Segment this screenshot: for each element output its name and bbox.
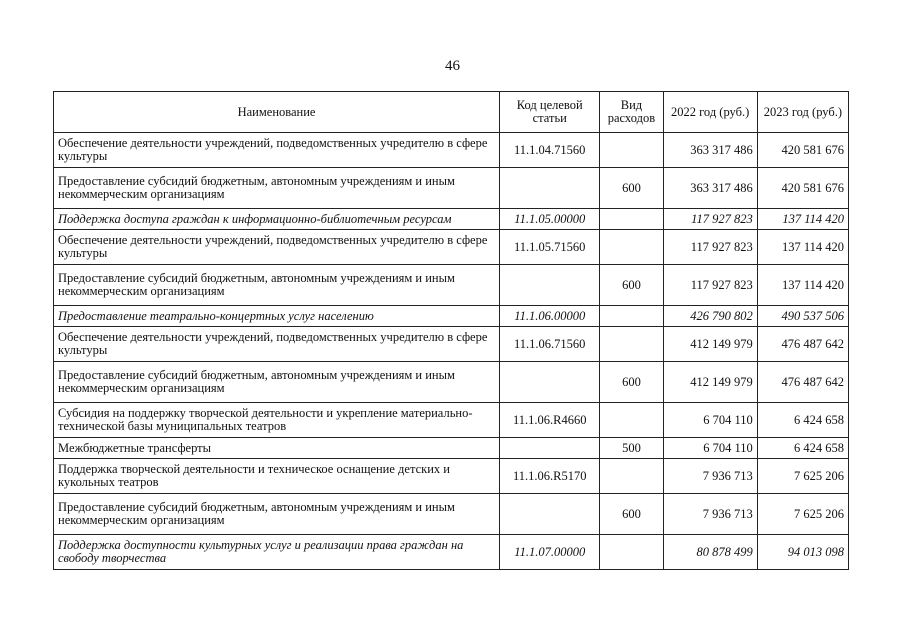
row-code: 11.1.07.00000 bbox=[500, 535, 600, 570]
row-name: Межбюджетные трансферты bbox=[54, 438, 500, 459]
table-row bbox=[54, 459, 849, 494]
row-2023: 137 114 420 bbox=[757, 230, 848, 265]
row-name: Поддержка доступности культурных услуг и реализации права граждан на свободу творчества bbox=[54, 535, 500, 570]
table-header-row bbox=[54, 92, 849, 133]
row-name: Предоставление субсидий бюджетным, автономным учреждениям и иным некоммерческим организациям bbox=[54, 494, 500, 535]
row-code: 11.1.06.R5170 bbox=[500, 459, 600, 494]
table-row bbox=[54, 168, 849, 209]
row-2023: 137 114 420 bbox=[757, 209, 848, 230]
table-row bbox=[54, 265, 849, 306]
row-name: Предоставление субсидий бюджетным, автономным учреждениям и иным некоммерческим организациям bbox=[54, 265, 500, 306]
row-2023: 7 625 206 bbox=[757, 459, 848, 494]
row-2023: 420 581 676 bbox=[757, 168, 848, 209]
table-row bbox=[54, 494, 849, 535]
table-row bbox=[54, 133, 849, 168]
table-row bbox=[54, 230, 849, 265]
row-2023: 490 537 506 bbox=[757, 306, 848, 327]
header-type: Вид расходов bbox=[600, 92, 663, 133]
row-2023: 6 424 658 bbox=[757, 403, 848, 438]
table-row bbox=[54, 306, 849, 327]
row-type: 600 bbox=[600, 362, 663, 403]
row-2022: 426 790 802 bbox=[663, 306, 757, 327]
row-code bbox=[500, 265, 600, 306]
row-name: Субсидия на поддержку творческой деятельности и укрепление материально-технической базы муниципальных театров bbox=[54, 403, 500, 438]
row-code: 11.1.04.71560 bbox=[500, 133, 600, 168]
row-2023: 94 013 098 bbox=[757, 535, 848, 570]
header-2023: 2023 год (руб.) bbox=[757, 92, 848, 133]
row-type bbox=[600, 209, 663, 230]
row-name: Поддержка доступа граждан к информационно-библиотечным ресурсам bbox=[54, 209, 500, 230]
row-type bbox=[600, 327, 663, 362]
row-2022: 117 927 823 bbox=[663, 265, 757, 306]
table-row bbox=[54, 535, 849, 570]
budget-table bbox=[53, 91, 849, 570]
page-number: 46 bbox=[445, 58, 460, 74]
header-code: Код целевой статьи bbox=[500, 92, 600, 133]
row-2022: 363 317 486 bbox=[663, 133, 757, 168]
table-row bbox=[54, 327, 849, 362]
table-row bbox=[54, 362, 849, 403]
row-name: Обеспечение деятельности учреждений, подведомственных учредителю в сфере культуры bbox=[54, 327, 500, 362]
row-2022: 6 704 110 bbox=[663, 438, 757, 459]
row-2022: 412 149 979 bbox=[663, 362, 757, 403]
row-code bbox=[500, 494, 600, 535]
row-2023: 476 487 642 bbox=[757, 327, 848, 362]
row-2022: 80 878 499 bbox=[663, 535, 757, 570]
row-2023: 137 114 420 bbox=[757, 265, 848, 306]
row-code: 11.1.06.71560 bbox=[500, 327, 600, 362]
row-code bbox=[500, 438, 600, 459]
row-2023: 476 487 642 bbox=[757, 362, 848, 403]
row-2022: 117 927 823 bbox=[663, 209, 757, 230]
row-type: 600 bbox=[600, 168, 663, 209]
row-type: 600 bbox=[600, 265, 663, 306]
header-2022: 2022 год (руб.) bbox=[663, 92, 757, 133]
row-code: 11.1.05.71560 bbox=[500, 230, 600, 265]
row-2022: 6 704 110 bbox=[663, 403, 757, 438]
row-2022: 7 936 713 bbox=[663, 459, 757, 494]
row-type bbox=[600, 403, 663, 438]
header-name: Наименование bbox=[54, 92, 500, 133]
row-2023: 420 581 676 bbox=[757, 133, 848, 168]
row-code: 11.1.05.00000 bbox=[500, 209, 600, 230]
row-name: Обеспечение деятельности учреждений, подведомственных учредителю в сфере культуры bbox=[54, 230, 500, 265]
row-name: Предоставление театрально-концертных услуг населению bbox=[54, 306, 500, 327]
table-row bbox=[54, 209, 849, 230]
row-code bbox=[500, 362, 600, 403]
row-2023: 7 625 206 bbox=[757, 494, 848, 535]
row-2022: 7 936 713 bbox=[663, 494, 757, 535]
row-2022: 117 927 823 bbox=[663, 230, 757, 265]
table-row bbox=[54, 403, 849, 438]
row-name: Обеспечение деятельности учреждений, подведомственных учредителю в сфере культуры bbox=[54, 133, 500, 168]
row-code: 11.1.06.00000 bbox=[500, 306, 600, 327]
row-type bbox=[600, 133, 663, 168]
row-2023: 6 424 658 bbox=[757, 438, 848, 459]
row-type: 500 bbox=[600, 438, 663, 459]
row-2022: 363 317 486 bbox=[663, 168, 757, 209]
row-code bbox=[500, 168, 600, 209]
row-name: Предоставление субсидий бюджетным, автономным учреждениям и иным некоммерческим организациям bbox=[54, 362, 500, 403]
table-row bbox=[54, 438, 849, 459]
row-type bbox=[600, 230, 663, 265]
row-name: Поддержка творческой деятельности и техническое оснащение детских и кукольных театров bbox=[54, 459, 500, 494]
row-type bbox=[600, 306, 663, 327]
row-2022: 412 149 979 bbox=[663, 327, 757, 362]
row-type: 600 bbox=[600, 494, 663, 535]
row-type bbox=[600, 459, 663, 494]
row-type bbox=[600, 535, 663, 570]
row-name: Предоставление субсидий бюджетным, автономным учреждениям и иным некоммерческим организациям bbox=[54, 168, 500, 209]
row-code: 11.1.06.R4660 bbox=[500, 403, 600, 438]
